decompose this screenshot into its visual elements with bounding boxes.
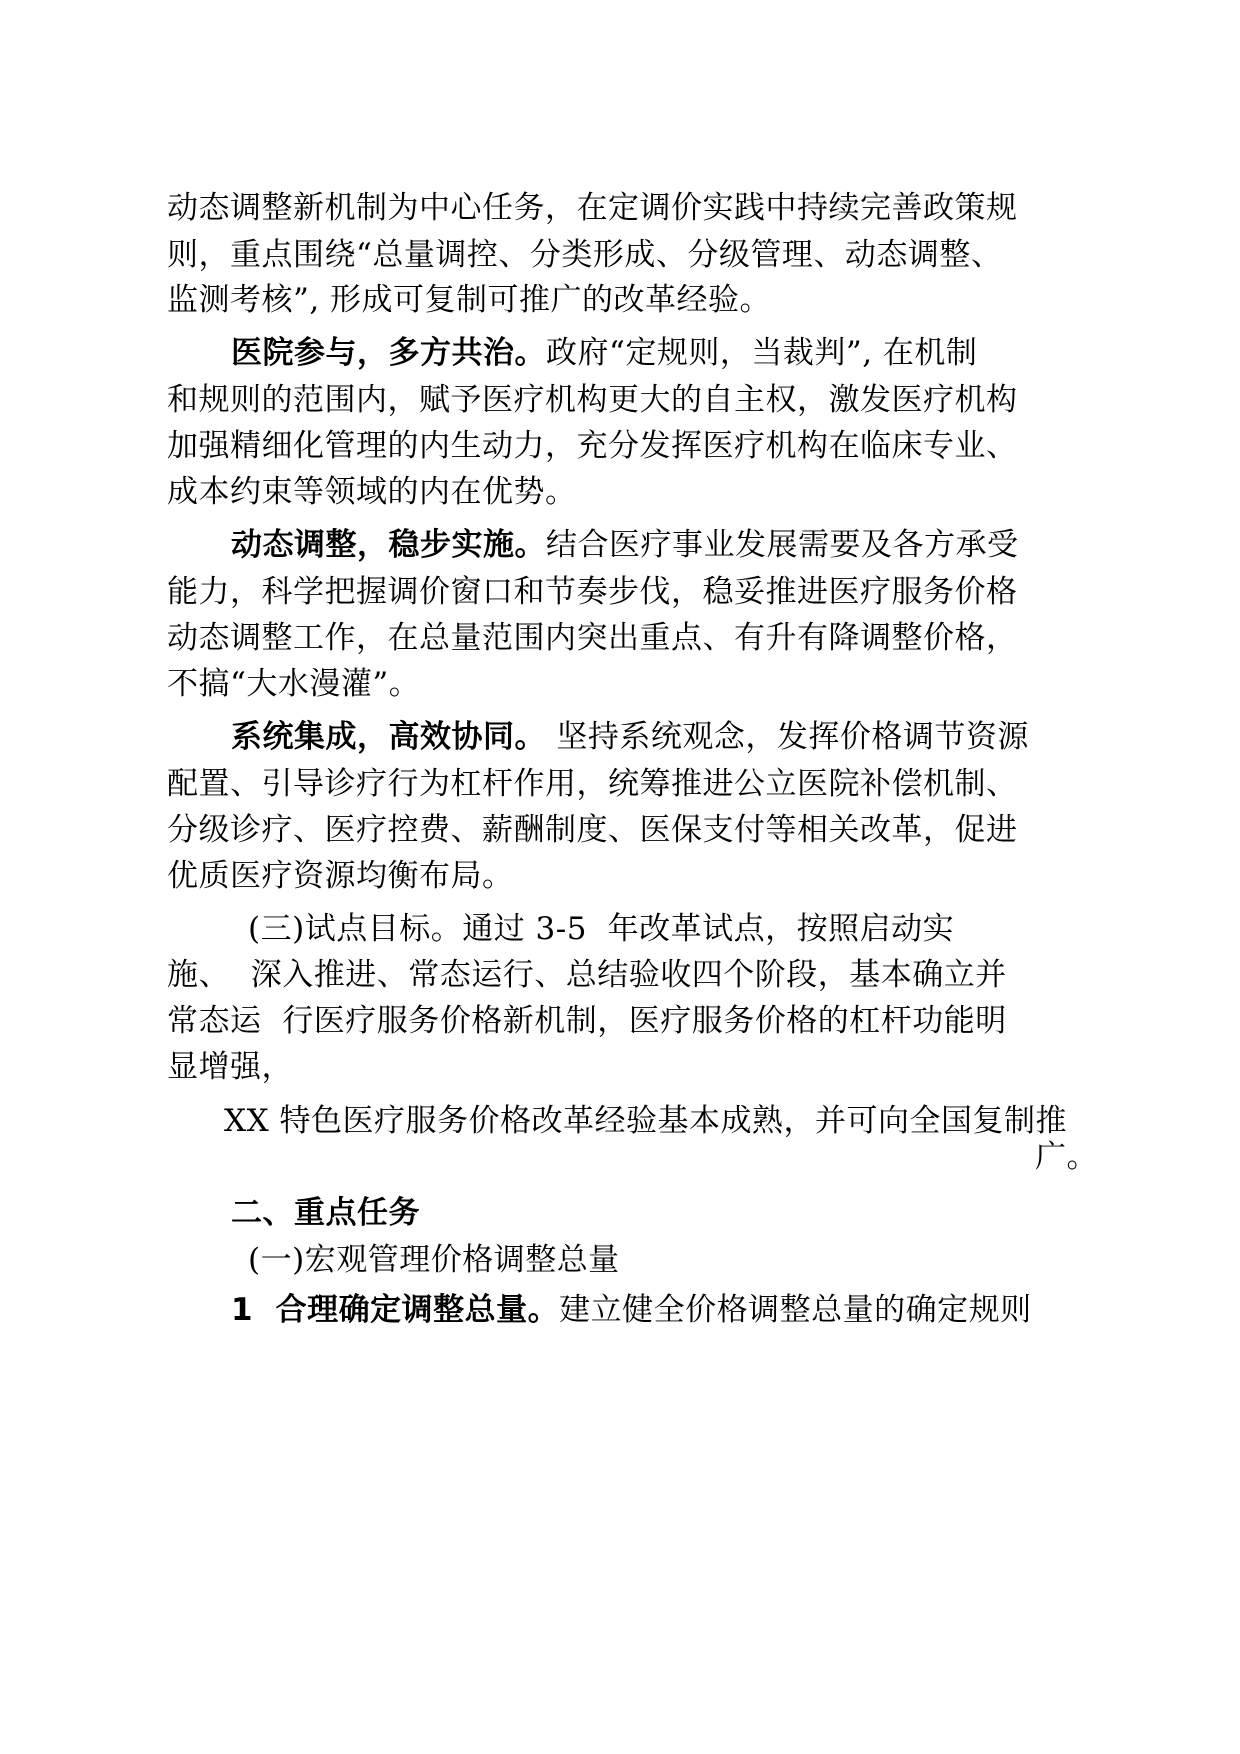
item-1-line xyxy=(231,1290,1032,1330)
paragraph-5-line-6: 广。 xyxy=(1035,1139,1098,1175)
paragraph-3-line-2: 能力，科学把握调价窗口和节奏步伐，稳妥推进医疗服务价格 xyxy=(167,574,1018,610)
paragraph-3-text: 结合医疗事业发展需要及各方承受 xyxy=(546,527,1019,563)
paragraph-4-text: 坚持系统观念，发挥价格调节资源 xyxy=(546,719,1029,755)
paragraph-2-line-4: 成本约束等领域的内在优势。 xyxy=(167,474,577,510)
subsection-title: (一)宏观管理价格调整总量 xyxy=(248,1242,620,1278)
paragraph-2-text: 政府“定规则，当裁判”, 在机制 xyxy=(546,335,978,371)
paragraph-4-line-1 xyxy=(231,717,1029,757)
paragraph-1-line-1: 动态调整新机制为中心任务，在定调价实践中持续完善政策规 xyxy=(167,190,1018,226)
paragraph-2-line-2: 和规则的范围内，赋予医疗机构更大的自主权，激发医疗机构 xyxy=(167,382,1018,418)
paragraph-3-line-1 xyxy=(231,525,1019,565)
item-1-text: 建立健全价格调整总量的确定规则 xyxy=(559,1292,1032,1328)
paragraph-4-line-3: 分级诊疗、医疗控费、薪酬制度、医保支付等相关改革，促进 xyxy=(167,812,1018,848)
paragraph-4-line-2: 配置、引导诊疗行为杠杆作用，统筹推进公立医院补偿机制、 xyxy=(167,766,1018,802)
paragraph-5-line-1: (三)试点目标。通过 3-5 年改革试点，按照启动实 xyxy=(248,911,955,947)
paragraph-2-line-3: 加强精细化管理的内生动力，充分发挥医疗机构在临床专业、 xyxy=(167,428,1018,464)
paragraph-5-line-2: 施、 深入推进、常态运行、总结验收四个阶段，基本确立并 xyxy=(167,957,1007,993)
paragraph-4-line-4: 优质医疗资源均衡布局。 xyxy=(167,858,514,894)
item-1-heading: 1 合理确定调整总量。 xyxy=(231,1292,560,1328)
paragraph-3-line-4: 不搞“大水漫灌”。 xyxy=(167,666,421,702)
section-title: 二、重点任务 xyxy=(231,1195,420,1231)
paragraph-3-heading: 动态调整，稳步实施。 xyxy=(231,527,546,563)
paragraph-5-line-3: 常态运 行医疗服务价格新机制，医疗服务价格的杠杆功能明 xyxy=(167,1003,1007,1039)
paragraph-1-line-3: 监测考核”, 形成可复制可推广的改革经验。 xyxy=(167,282,772,318)
paragraph-3-line-3: 动态调整工作，在总量范围内突出重点、有升有降调整价格， xyxy=(167,620,1018,656)
paragraph-2-line-1 xyxy=(231,333,977,373)
paragraph-1-line-2: 则，重点围绕“总量调控、分类形成、分级管理、动态调整、 xyxy=(167,237,1003,273)
paragraph-4-heading: 系统集成，高效协同。 xyxy=(231,719,546,755)
paragraph-5-line-5: XX 特色医疗服务价格改革经验基本成熟，并可向全国复制推 xyxy=(224,1103,1067,1139)
paragraph-5-line-4: 显增强， xyxy=(167,1049,293,1085)
paragraph-2-heading: 医院参与，多方共治。 xyxy=(231,335,546,371)
